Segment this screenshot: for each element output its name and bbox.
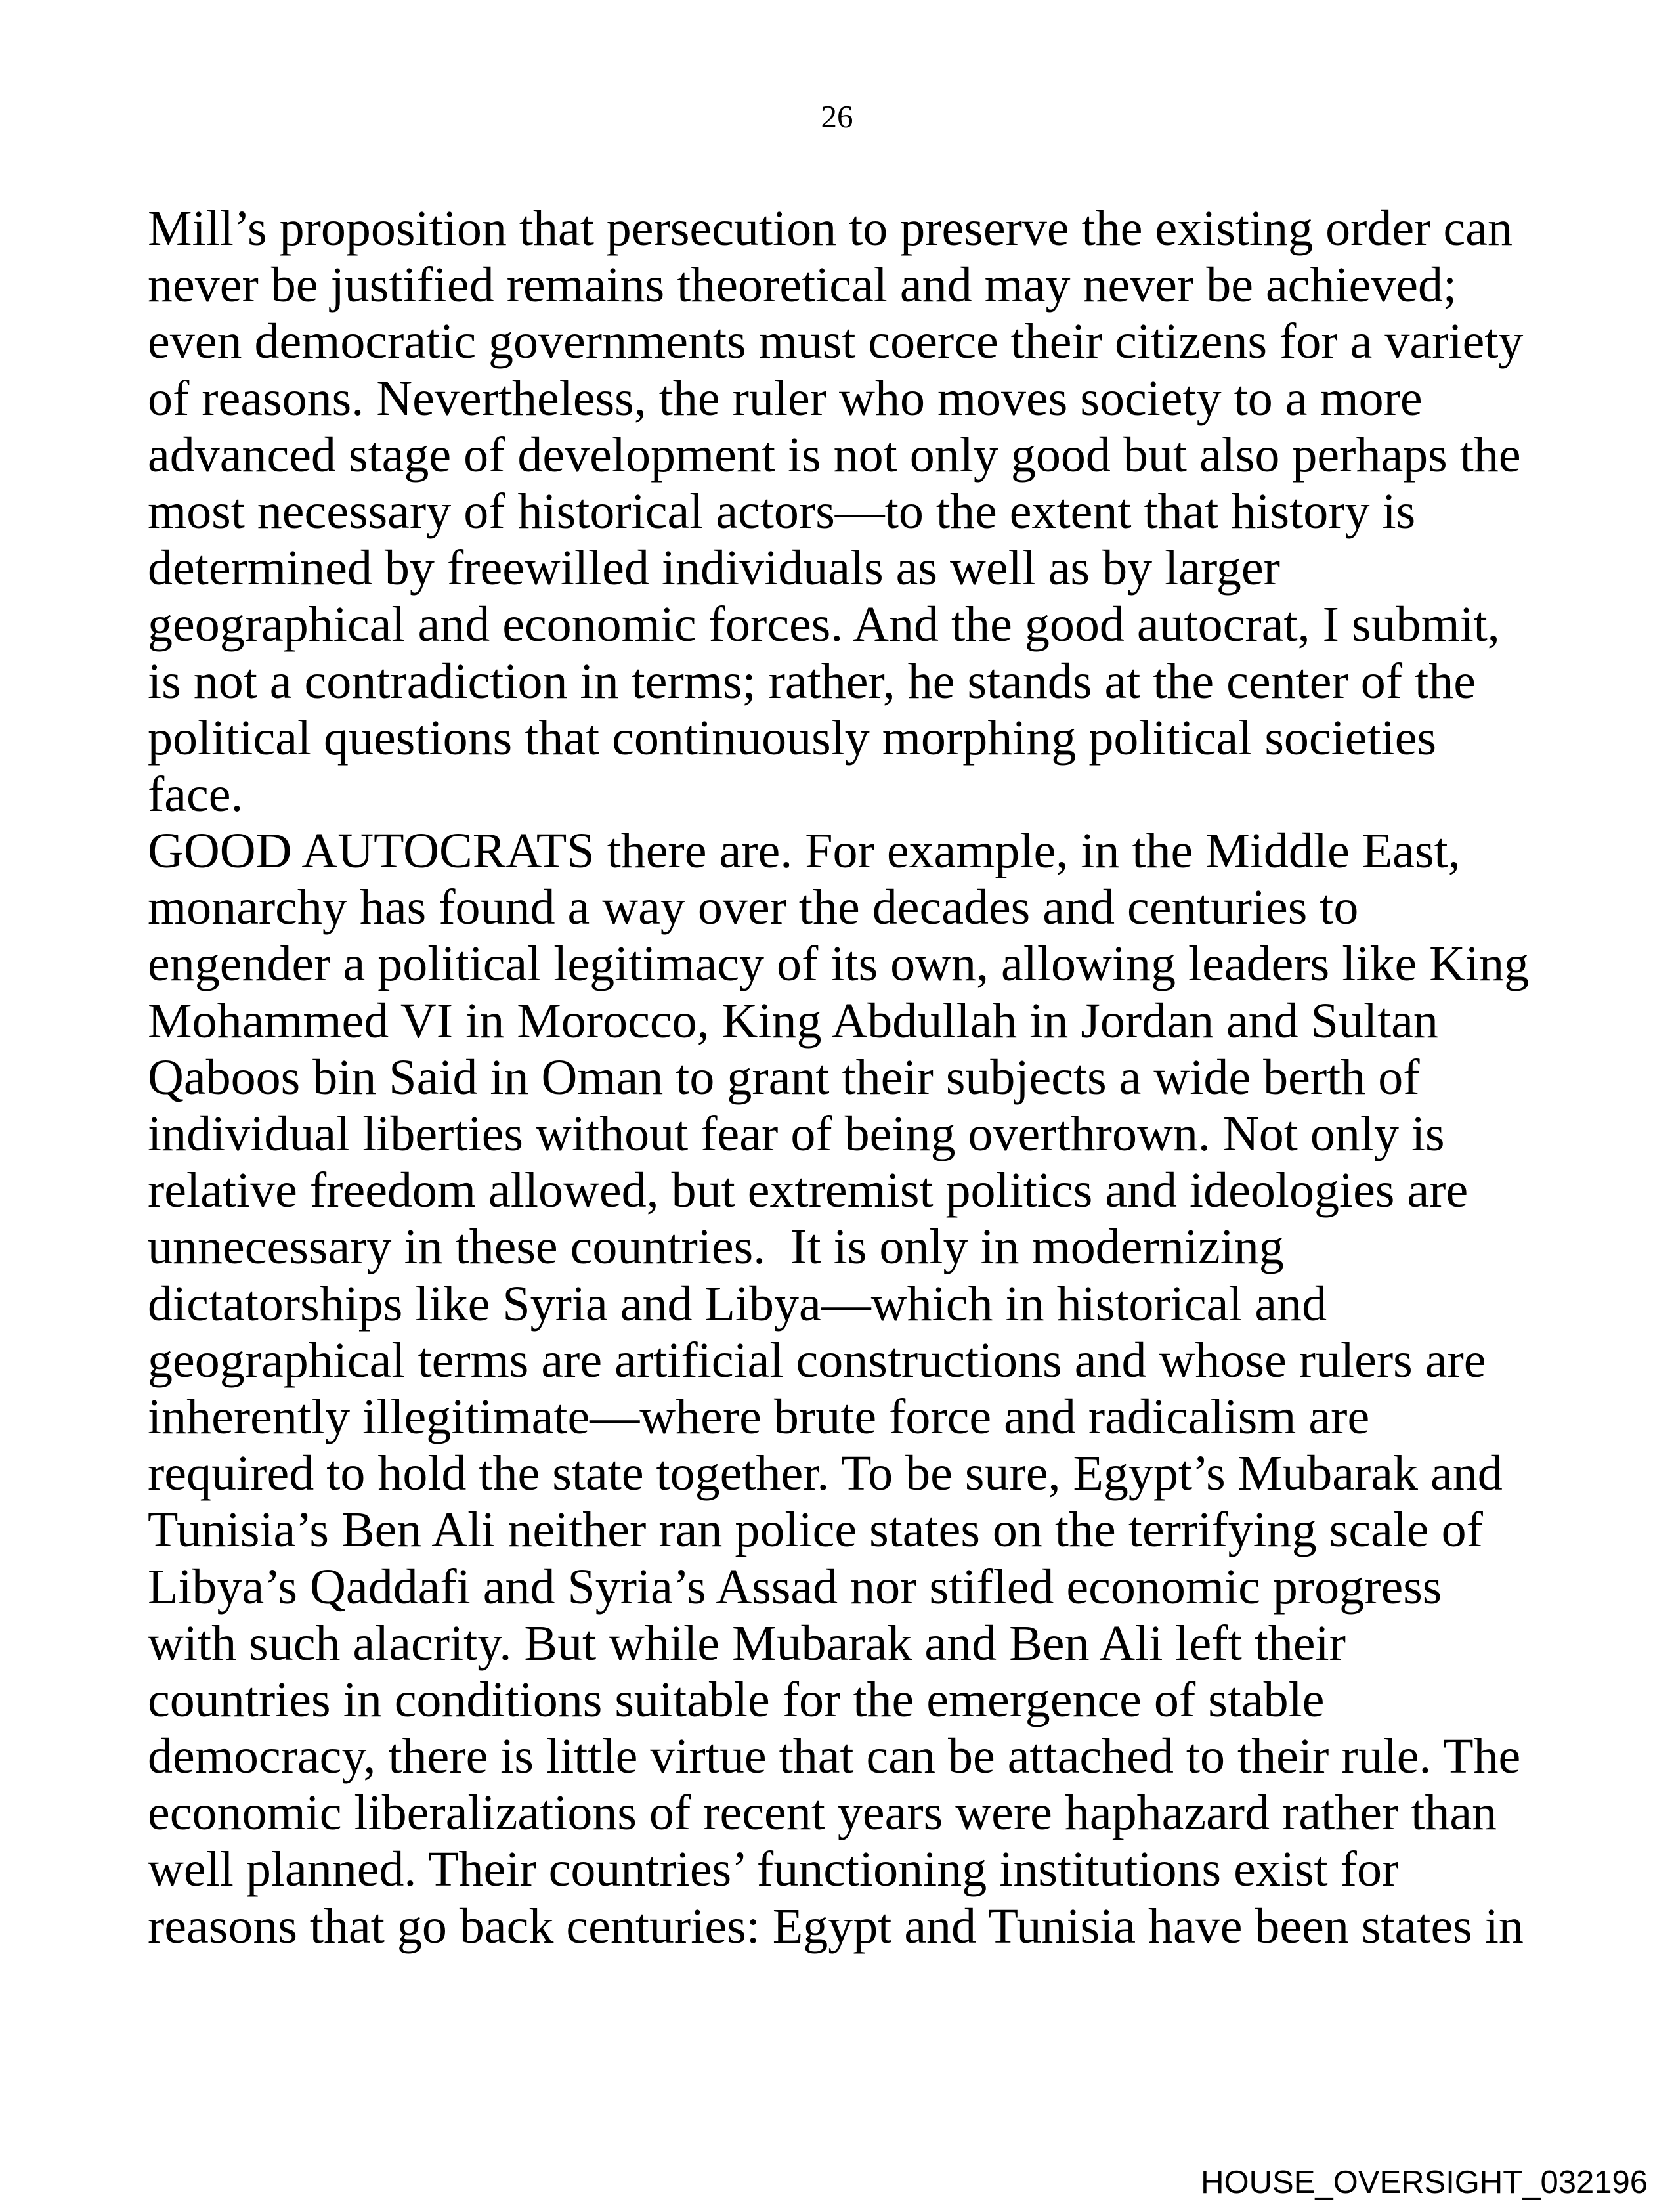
text-line: economic liberalizations of recent years were haphazard rather than (148, 1785, 1497, 1841)
text-line: engender a political legitimacy of its own, allowing leaders like King (148, 936, 1530, 992)
text-line: Tunisia’s Ben Ali neither ran police states on the terrifying scale of (148, 1502, 1483, 1558)
text-line: political questions that continuously morphing political societies (148, 710, 1437, 766)
text-line: is not a contradiction in terms; rather, he stands at the center of the (148, 653, 1476, 709)
body-text (148, 200, 1592, 1955)
text-line: even democratic governments must coerce their citizens for a variety (148, 314, 1524, 370)
text-line: geographical terms are artificial constructions and whose rulers are (148, 1332, 1486, 1388)
text-line: Mohammed VI in Morocco, King Abdullah in Jordan and Sultan (148, 993, 1438, 1049)
text-line: individual liberties without fear of being overthrown. Not only is (148, 1106, 1445, 1161)
text-line: face. (148, 766, 244, 822)
text-line: of reasons. Nevertheless, the ruler who moves society to a more (148, 370, 1423, 426)
text-line: unnecessary in these countries. It is only in modernizing (148, 1219, 1284, 1275)
page-number: 26 (821, 98, 853, 135)
text-line: determined by freewilled individuals as well as by larger (148, 540, 1280, 596)
text-line: reasons that go back centuries: Egypt and Tunisia have been states in (148, 1898, 1524, 1954)
text-line: relative freedom allowed, but extremist politics and ideologies are (148, 1163, 1469, 1219)
text-line: Mill’s proposition that persecution to preserve the existing order can (148, 201, 1513, 256)
text-line: inherently illegitimate—where brute force and radicalism are (148, 1389, 1370, 1444)
text-line: Libya’s Qaddafi and Syria’s Assad nor stifled economic progress (148, 1559, 1442, 1615)
text-line: dictatorships like Syria and Libya—which in historical and (148, 1276, 1327, 1332)
text-line: advanced stage of development is not only good but also perhaps the (148, 427, 1521, 483)
text-line: geographical and economic forces. And the good autocrat, I submit, (148, 597, 1500, 653)
text-line: most necessary of historical actors—to the extent that history is (148, 483, 1416, 539)
text-line: never be justified remains theoretical and may never be achieved; (148, 257, 1457, 313)
bates-stamp: HOUSE_OVERSIGHT_032196 (1201, 2165, 1648, 2200)
text-line: democracy, there is little virtue that can be attached to their rule. The (148, 1729, 1521, 1785)
text-line: GOOD AUTOCRATS there are. For example, in the Middle East, (148, 823, 1461, 879)
text-line: Qaboos bin Said in Oman to grant their subjects a wide berth of (148, 1049, 1420, 1105)
text-line: monarchy has found a way over the decades and centuries to (148, 880, 1359, 936)
text-line: with such alacrity. But while Mubarak and Ben Ali left their (148, 1615, 1346, 1671)
text-line: required to hold the state together. To be sure, Egypt’s Mubarak and (148, 1446, 1503, 1502)
text-line: well planned. Their countries’ functioning institutions exist for (148, 1842, 1399, 1898)
text-line: countries in conditions suitable for the emergence of stable (148, 1672, 1325, 1727)
